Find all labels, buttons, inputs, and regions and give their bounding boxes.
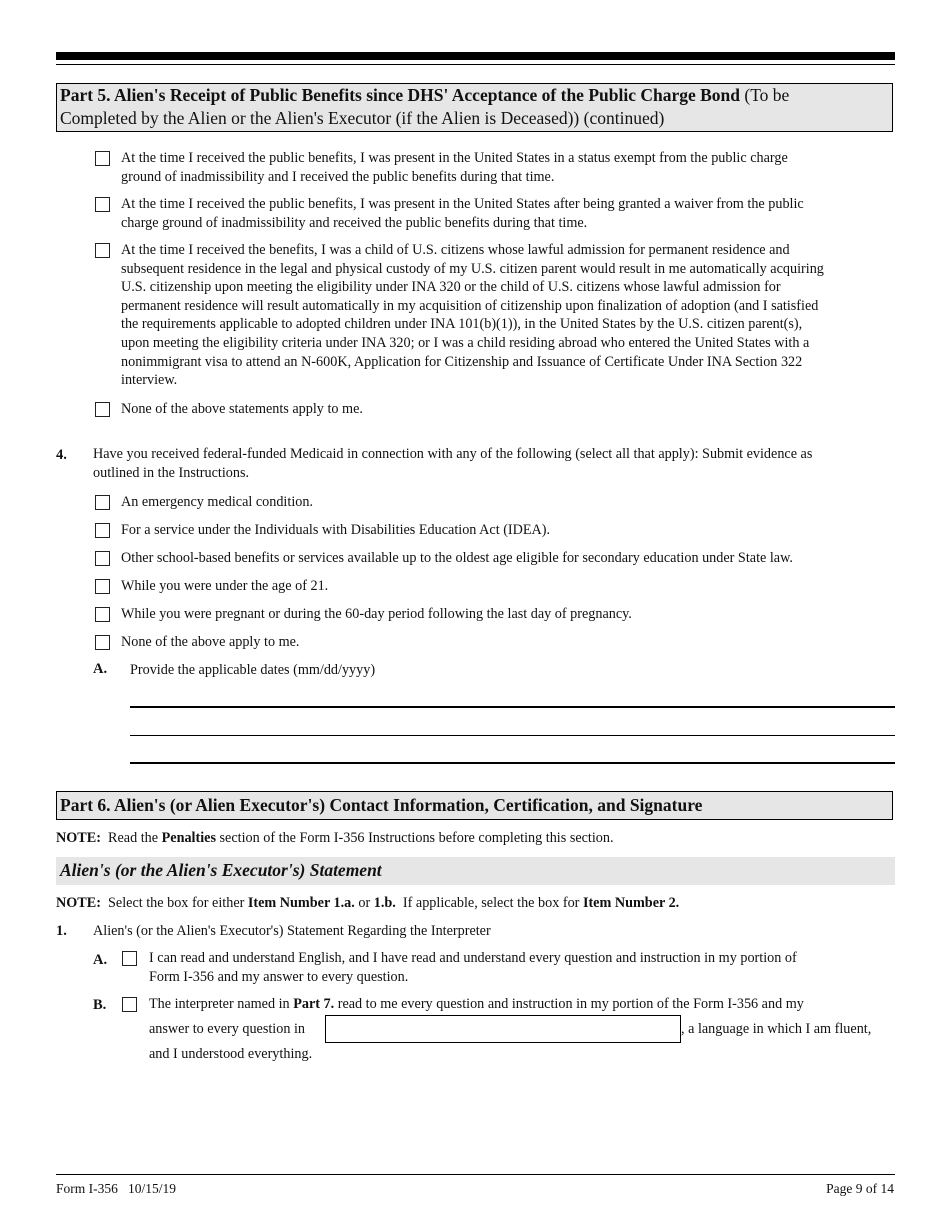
language-input[interactable] — [325, 1015, 681, 1043]
note-text: If applicable, select the box for — [395, 895, 583, 911]
part5-option-3-line: permanent residence will result automatically in my acquisition of citizenship upon finalization of adoption (and I satisfied — [121, 297, 819, 314]
part5-title-line2: Completed by the Alien or the Alien's Executor (if the Alien is Deceased)) (continued) — [60, 108, 665, 128]
top-thick-rule — [56, 52, 895, 60]
part6-note2 — [56, 894, 679, 913]
note-text: Read the — [100, 830, 162, 846]
footer-form-id: Form I-356 10/15/19 — [56, 1181, 176, 1196]
part6-note1 — [56, 829, 614, 848]
q4-option-2-checkbox[interactable] — [95, 523, 110, 538]
part5-option-3-line: interview. — [121, 372, 178, 389]
part5-option-3-line: U.S. citizenship upon meeting the eligibility under INA 320 or the child of U.S. citizens whose lawful admission for — [121, 279, 781, 296]
statement-heading: Alien's (or the Alien's Executor's) Statement — [60, 860, 382, 880]
item1b-bold: Part 7. — [293, 996, 335, 1012]
part5-option-1-checkbox[interactable] — [95, 151, 110, 166]
part6-header — [56, 791, 893, 820]
item1-text: Alien's (or the Alien's Executor's) Statement Regarding the Interpreter — [93, 923, 491, 939]
statement-subheader — [56, 857, 895, 885]
q4-number: 4. — [56, 447, 67, 463]
date-field-3[interactable] — [130, 762, 895, 764]
item1b-line2-pre: answer to every question in — [149, 1021, 306, 1037]
q4-option-3-checkbox[interactable] — [95, 551, 110, 566]
item1a-label: A. — [93, 952, 108, 968]
q4-option-3-label: Other school-based benefits or services available up to the oldest age eligible for secondary education under State law. — [121, 550, 793, 566]
q4-question — [93, 445, 812, 482]
q4-option-6-checkbox[interactable] — [95, 635, 110, 650]
part5-option-3-checkbox[interactable] — [95, 243, 110, 258]
part5-option-3-line: nonimmigrant visa to attend an N-600K, Application for Citizenship and Issuance of Certificate Under INA Section 322 — [121, 353, 803, 370]
item1a-text — [149, 949, 797, 986]
note-label: NOTE: — [56, 830, 101, 846]
q4-option-1-checkbox[interactable] — [95, 495, 110, 510]
note-bold: Penalties — [161, 830, 216, 846]
item1b-checkbox[interactable] — [122, 997, 137, 1012]
part5-option-1-line: ground of inadmissibility and I received the public benefits during that time. — [121, 168, 555, 185]
item1a-line: Form I-356 and my answer to every question. — [149, 968, 409, 985]
part5-option-4-text — [121, 400, 363, 419]
q4-option-5-label: While you were pregnant or during the 60-day period following the last day of pregnancy. — [121, 606, 632, 622]
part5-option-3-line: the requirements applicable to adopted children under INA 101(b)(1)), in the United States by the U.S. citizen parent(s), — [121, 316, 803, 333]
note-text: or — [354, 895, 374, 911]
item1b-line2-post: , a language in which I am fluent, — [681, 1021, 872, 1037]
part5-option-3-text — [121, 241, 824, 390]
part5-option-1-line: At the time I received the public benefits, I was present in the United States in a status exempt from the public charge — [121, 150, 788, 166]
q4-option-2-label: For a service under the Individuals with Disabilities Education Act (IDEA). — [121, 522, 551, 538]
q4-option-5-checkbox[interactable] — [95, 607, 110, 622]
note-bold: Item Number 2. — [582, 895, 680, 911]
q4a-label: A. — [93, 661, 108, 677]
part5-title-rest: (To be — [740, 85, 790, 105]
part5-option-2-text — [121, 195, 804, 232]
date-field-1[interactable] — [130, 706, 895, 708]
item1a-checkbox[interactable] — [122, 951, 137, 966]
item1b-text: read to me every question and instruction in my portion of the Form I-356 and my — [334, 996, 804, 1012]
item1b-line3: and I understood everything. — [149, 1046, 313, 1062]
date-field-2[interactable] — [130, 735, 895, 736]
item1b-text: The interpreter named in — [149, 996, 294, 1012]
q4a-text: Provide the applicable dates (mm/dd/yyyy) — [130, 662, 376, 678]
q4-option-4-checkbox[interactable] — [95, 579, 110, 594]
part5-option-3-line: At the time I received the benefits, I was a child of U.S. citizens whose lawful admission for permanent residence and — [121, 242, 790, 258]
q4-option-4-label: While you were under the age of 21. — [121, 578, 329, 594]
q4-question-line: outlined in the Instructions. — [93, 464, 250, 481]
q4-option-6-label: None of the above apply to me. — [121, 634, 300, 650]
note-bold: 1.b. — [373, 895, 396, 911]
part5-header — [56, 83, 893, 132]
note-text: Select the box for either — [100, 895, 248, 911]
note-text: section of the Form I-356 Instructions before completing this section. — [215, 830, 614, 846]
part5-option-3-line: subsequent residence in the legal and physical custody of my U.S. citizen parent would result in me automatically acquiring — [121, 260, 824, 277]
part5-option-2-checkbox[interactable] — [95, 197, 110, 212]
top-thin-rule — [56, 64, 895, 65]
part5-option-4-checkbox[interactable] — [95, 402, 110, 417]
footer-page-number: Page 9 of 14 — [826, 1181, 894, 1196]
item1b-label: B. — [93, 997, 107, 1013]
item1-number: 1. — [56, 923, 67, 939]
note-label: NOTE: — [56, 895, 101, 911]
part5-option-1-text — [121, 149, 788, 186]
item1b-line1 — [149, 995, 804, 1014]
q4-option-1-label: An emergency medical condition. — [121, 494, 313, 510]
part5-option-2-line: charge ground of inadmissibility and received the public benefits during that time. — [121, 214, 588, 231]
part5-option-2-line: At the time I received the public benefits, I was present in the United States after being granted a waiver from the public — [121, 196, 804, 212]
item1a-line: I can read and understand English, and I have read and understand every question and instruction in my portion of — [149, 950, 797, 966]
footer-rule — [56, 1174, 895, 1175]
part6-title: Part 6. Alien's (or Alien Executor's) Contact Information, Certification, and Signature — [60, 795, 703, 815]
q4-question-line: Have you received federal-funded Medicaid in connection with any of the following (select all that apply): Submit evidence as — [93, 446, 813, 462]
part5-option-4-line: None of the above statements apply to me. — [121, 401, 363, 417]
part5-title-bold: Part 5. Alien's Receipt of Public Benefits since DHS' Acceptance of the Public Charge Bond — [60, 85, 741, 105]
note-bold: Item Number 1.a. — [247, 895, 355, 911]
part5-option-3-line: upon meeting the eligibility criteria under INA 320; or I was a child residing abroad who entered the United States with a — [121, 334, 810, 351]
